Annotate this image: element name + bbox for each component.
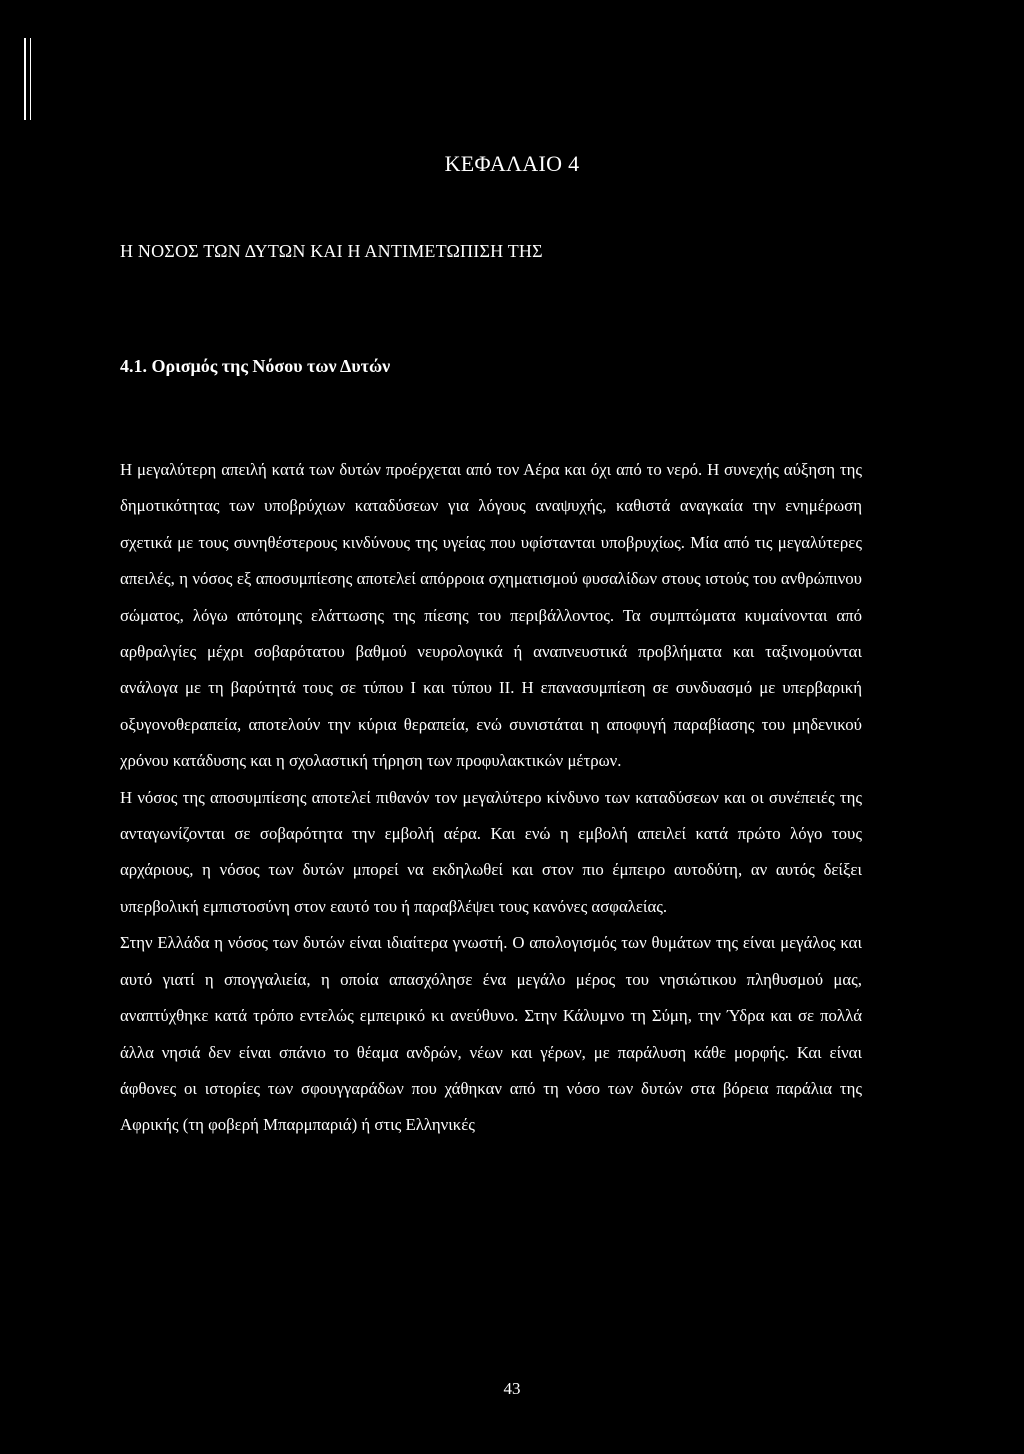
page-number: 43	[503, 1379, 521, 1398]
paragraph-1: Η μεγαλύτερη απειλή κατά των δυτών προέρχεται από τον Αέρα και όχι από το νερό. Η συνεχής αύξηση της δημοτικότητας των υποβρύχιων καταδύσεων για λόγους αναψυχής, καθιστά αναγκαία την ενημέρωση σχετικά με τους συνηθέστερους κινδύνους της υγείας που υφίστανται υποβρυχίως. Μία από τις μεγαλύτερες απειλές, η νόσος εξ αποσυμπίεσης αποτελεί απόρροια σχηματισμού φυσαλίδων στους ιστούς του ανθρώπινου σώματος, λόγω απότομης ελάττωσης της πίεσης του περιβάλλοντος. Τα συμπτώματα κυμαίνονται από αρθραλγίες μέχρι σοβαρότατου βαθμού νευρολογικά ή αναπνευστικά προβλήματα και ταξινομούνται ανάλογα με τη βαρύτητά τους σε τύπου Ι και τύπου II. Η επανασυμπίεση σε συνδυασμό με υπερβαρική οξυγονοθεραπεία, αποτελούν την κύρια θεραπεία, ενώ συνιστάται η αποφυγή παραβίασης του μηδενικού χρόνου κατάδυσης και η σχολαστική τήρηση των προφυλακτικών μέτρων.	[120, 460, 862, 771]
scan-edge-mark	[24, 38, 26, 120]
chapter-title: Η ΝΟΣΟΣ ΤΩΝ ΔΥΤΩΝ ΚΑΙ Η ΑΝΤΙΜΕΤΩΠΙΣΗ ΤΗΣ	[120, 241, 543, 261]
chapter-label: ΚΕΦΑΛΑΙΟ 4	[444, 151, 580, 176]
paragraph-3: Στην Ελλάδα η νόσος των δυτών είναι ιδιαίτερα γνωστή. Ο απολογισμός των θυμάτων της είναι μεγάλος και αυτό γιατί η σπογγαλιεία, η οποία απασχόλησε ένα μεγάλο μέρος του νησιώτικου πληθυσμού μας, αναπτύχθηκε κατά τρόπο εντελώς εμπειρικό κι ανεύθυνο. Στην Κάλυμνο τη Σύμη, την Ύδρα και σε πολλά άλλα νησιά δεν είναι σπάνιο το θέαμα ανδρών, νέων και γέρων, με παράλυση κάθε μορφής. Και είναι άφθονες οι ιστορίες των σφουγγαράδων που χάθηκαν από τη νόσο των δυτών στα βόρεια παράλια της Αφρικής (τη φοβερή Μπαρμπαριά) ή στις Ελληνικές	[120, 933, 862, 1135]
scan-edge-mark-thin	[30, 38, 31, 120]
body-text	[120, 452, 862, 1144]
paragraph-2: Η νόσος της αποσυμπίεσης αποτελεί πιθανόν τον μεγαλύτερο κίνδυνο των καταδύσεων και οι συνέπειές της ανταγωνίζονται σε σοβαρότητα την εμβολή αέρα. Και ενώ η εμβολή απειλεί κατά πρώτο λόγο τους αρχάριους, η νόσος των δυτών μπορεί να εκδηλωθεί και στον πιο έμπειρο αυτοδύτη, αν αυτός δείξει υπερβολική εμπιστοσύνη στον εαυτό του ή παραβλέψει τους κανόνες ασφαλείας.	[120, 787, 862, 916]
section-heading: 4.1. Ορισμός της Νόσου των Δυτών	[120, 356, 391, 376]
